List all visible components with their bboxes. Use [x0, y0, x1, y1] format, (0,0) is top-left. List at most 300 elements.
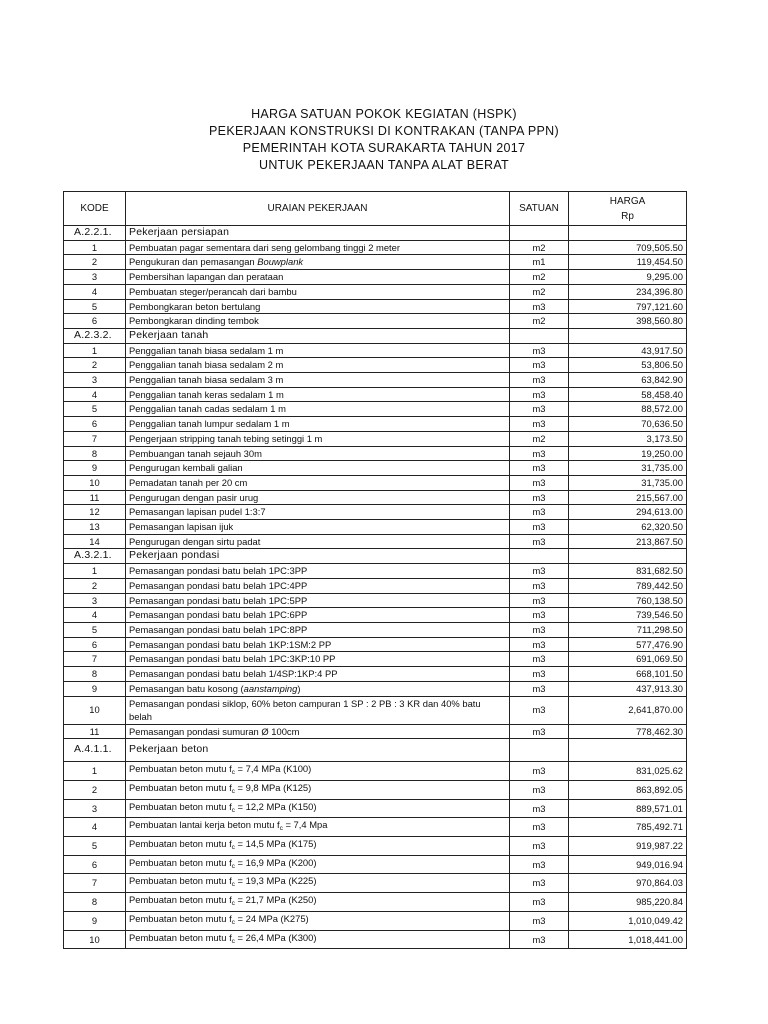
description-text: Pemasangan batu kosong (	[129, 682, 244, 694]
table-row	[64, 270, 687, 285]
description-suffix: = 16,9 MPa (K200)	[234, 856, 317, 868]
row-unit: m3	[510, 622, 569, 637]
table-row	[64, 799, 687, 818]
row-unit: m3	[510, 490, 569, 505]
description-text: Pembuatan pagar sementara dari seng gelombang tinggi 2 meter	[129, 241, 401, 253]
row-description	[126, 818, 510, 837]
table-row	[64, 637, 687, 652]
row-unit: m3	[510, 358, 569, 373]
row-number: 5	[64, 299, 126, 314]
table-row	[64, 930, 687, 949]
header-harga	[569, 192, 687, 226]
description-suffix: = 14,5 MPa (K175)	[234, 838, 317, 850]
row-description	[126, 431, 510, 446]
description-italic: Bouwplank	[257, 256, 304, 268]
table-row	[64, 314, 687, 329]
description-text: Pembuatan beton mutu f	[129, 875, 232, 887]
section-row	[64, 549, 687, 564]
section-satuan-empty	[510, 549, 569, 564]
section-row	[64, 739, 687, 762]
table-header-row	[64, 192, 687, 226]
row-description	[126, 255, 510, 270]
description-text: Pembuangan tanah sejauh 30m	[129, 447, 262, 459]
description-text: Pembuatan steger/perancah dari bambu	[129, 285, 297, 297]
description-subscript: c	[231, 937, 235, 945]
description-text: Penggalian tanah biasa sedalam 1 m	[129, 344, 284, 356]
row-description	[126, 314, 510, 329]
description-text: Pemasangan pondasi siklop, 60% beton campuran 1 SP : 2 PB : 3 KR dan 40% batu belah	[129, 698, 481, 722]
table-row	[64, 534, 687, 549]
row-price: 760,138.50	[569, 593, 687, 608]
row-price: 778,462.30	[569, 724, 687, 739]
description-text: Pembuatan beton mutu f	[129, 763, 232, 775]
description-suffix: = 26,4 MPa (K300)	[234, 931, 317, 943]
row-price: 294,613.00	[569, 505, 687, 520]
row-number: 1	[64, 343, 126, 358]
title-line-4: UNTUK PEKERJAAN TANPA ALAT BERAT	[259, 158, 509, 172]
row-number: 2	[64, 578, 126, 593]
description-text: Pemasangan pondasi batu belah 1PC:8PP	[129, 623, 308, 635]
row-description	[126, 343, 510, 358]
section-code: A.2.3.2.	[64, 328, 126, 343]
row-number: 5	[64, 837, 126, 856]
row-number: 6	[64, 637, 126, 652]
row-unit: m2	[510, 431, 569, 446]
row-number: 1	[64, 564, 126, 579]
row-unit: m3	[510, 505, 569, 520]
description-suffix: = 7,4 Mpa	[282, 819, 328, 831]
row-description	[126, 475, 510, 490]
row-price: 88,572.00	[569, 402, 687, 417]
row-unit: m3	[510, 855, 569, 874]
description-text: Pembuatan beton mutu f	[129, 838, 232, 850]
row-number: 3	[64, 373, 126, 388]
description-text: Penggalian tanah biasa sedalam 3 m	[129, 374, 284, 386]
row-description	[126, 520, 510, 535]
description-subscript: c	[231, 862, 235, 870]
section-row	[64, 226, 687, 241]
section-row	[64, 328, 687, 343]
description-subscript: c	[231, 769, 235, 777]
table-row	[64, 874, 687, 893]
table-row	[64, 893, 687, 912]
row-number: 10	[64, 696, 126, 724]
row-price: 709,505.50	[569, 240, 687, 255]
section-title: Pekerjaan persiapan	[126, 226, 510, 241]
description-text: Pembuatan beton mutu f	[129, 912, 232, 924]
row-price: 437,913.30	[569, 681, 687, 696]
section-code: A.3.2.1.	[64, 549, 126, 564]
table-row	[64, 837, 687, 856]
row-unit: m3	[510, 593, 569, 608]
description-text: Pengurugan kembali galian	[129, 462, 243, 474]
row-unit: m3	[510, 762, 569, 781]
row-unit: m3	[510, 652, 569, 667]
row-unit: m2	[510, 314, 569, 329]
row-unit: m3	[510, 417, 569, 432]
row-unit: m3	[510, 373, 569, 388]
row-description	[126, 874, 510, 893]
row-unit: m3	[510, 564, 569, 579]
section-harga-empty	[569, 328, 687, 343]
table-row	[64, 520, 687, 535]
table-row	[64, 855, 687, 874]
table-row	[64, 373, 687, 388]
row-price: 577,476.90	[569, 637, 687, 652]
table-row	[64, 622, 687, 637]
row-description	[126, 608, 510, 623]
row-unit: m3	[510, 343, 569, 358]
description-text: Pemasangan pondasi sumuran Ø 100cm	[129, 725, 300, 737]
row-number: 2	[64, 780, 126, 799]
row-unit: m3	[510, 534, 569, 549]
row-number: 1	[64, 240, 126, 255]
header-uraian: URAIAN PEKERJAAN	[126, 192, 510, 226]
row-description	[126, 652, 510, 667]
row-number: 7	[64, 652, 126, 667]
table-row	[64, 593, 687, 608]
row-number: 3	[64, 799, 126, 818]
description-text: Pemasangan pondasi batu belah 1PC:3PP	[129, 565, 308, 577]
row-price: 3,173.50	[569, 431, 687, 446]
row-unit: m3	[510, 780, 569, 799]
header-satuan: SATUAN	[510, 192, 569, 226]
description-text: Pengurugan dengan pasir urug	[129, 491, 259, 503]
table-row	[64, 490, 687, 505]
row-unit: m3	[510, 893, 569, 912]
table-row	[64, 578, 687, 593]
table-row	[64, 505, 687, 520]
row-price: 31,735.00	[569, 475, 687, 490]
description-suffix: = 12,2 MPa (K150)	[234, 800, 317, 812]
description-text: Penggalian tanah keras sedalam 1 m	[129, 388, 284, 400]
description-subscript: c	[231, 881, 235, 889]
description-subscript: c	[231, 918, 235, 926]
row-description	[126, 893, 510, 912]
row-unit: m3	[510, 608, 569, 623]
table-row	[64, 911, 687, 930]
row-number: 8	[64, 667, 126, 682]
description-text: Penggalian tanah biasa sedalam 2 m	[129, 359, 284, 371]
row-description	[126, 696, 510, 724]
description-italic: aanstamping	[243, 682, 298, 694]
table-row	[64, 417, 687, 432]
row-unit: m1	[510, 255, 569, 270]
row-number: 4	[64, 284, 126, 299]
table-row	[64, 402, 687, 417]
row-number: 3	[64, 270, 126, 285]
table-body	[64, 226, 687, 949]
row-unit: m2	[510, 240, 569, 255]
row-number: 3	[64, 593, 126, 608]
description-text: Pembersihan lapangan dan perataan	[129, 271, 284, 283]
row-description	[126, 780, 510, 799]
table-row	[64, 461, 687, 476]
section-harga-empty	[569, 226, 687, 241]
row-price: 831,682.50	[569, 564, 687, 579]
row-number: 2	[64, 255, 126, 270]
row-number: 5	[64, 622, 126, 637]
section-title: Pekerjaan pondasi	[126, 549, 510, 564]
table-row	[64, 762, 687, 781]
row-description	[126, 837, 510, 856]
table-row	[64, 343, 687, 358]
row-description	[126, 402, 510, 417]
description-text: Pembuatan beton mutu f	[129, 894, 232, 906]
row-unit: m3	[510, 930, 569, 949]
description-text: Pemasangan pondasi batu belah 1PC:4PP	[129, 579, 308, 591]
row-description	[126, 373, 510, 388]
description-text: Pembongkaran dinding tembok	[129, 315, 259, 327]
row-description	[126, 240, 510, 255]
description-text: Pembuatan beton mutu f	[129, 800, 232, 812]
row-unit: m3	[510, 387, 569, 402]
row-price: 19,250.00	[569, 446, 687, 461]
row-unit: m3	[510, 837, 569, 856]
table-row	[64, 681, 687, 696]
row-price: 668,101.50	[569, 667, 687, 682]
description-suffix: = 9,8 MPa (K125)	[234, 781, 312, 793]
row-description	[126, 622, 510, 637]
row-description	[126, 724, 510, 739]
description-text: Penggalian tanah cadas sedalam 1 m	[129, 403, 286, 415]
row-price: 213,867.50	[569, 534, 687, 549]
row-number: 12	[64, 505, 126, 520]
description-text: Pembongkaran beton bertulang	[129, 300, 261, 312]
row-price: 889,571.01	[569, 799, 687, 818]
row-price: 919,987.22	[569, 837, 687, 856]
description-text: Pemasangan pondasi batu belah 1KP:1SM:2 PP	[129, 638, 332, 650]
row-price: 2,641,870.00	[569, 696, 687, 724]
row-unit: m3	[510, 461, 569, 476]
row-price: 215,567.00	[569, 490, 687, 505]
title-line-1: HARGA SATUAN POKOK KEGIATAN (HSPK)	[251, 107, 517, 121]
table-row	[64, 387, 687, 402]
section-satuan-empty	[510, 226, 569, 241]
row-price: 234,396.80	[569, 284, 687, 299]
row-price: 691,069.50	[569, 652, 687, 667]
row-price: 1,010,049.42	[569, 911, 687, 930]
table-row	[64, 431, 687, 446]
row-price: 949,016.94	[569, 855, 687, 874]
description-text: Pemasangan lapisan pudel 1:3:7	[129, 506, 266, 518]
row-description	[126, 564, 510, 579]
table-row	[64, 446, 687, 461]
section-code: A.2.2.1.	[64, 226, 126, 241]
row-number: 6	[64, 417, 126, 432]
description-text: Pengurugan dengan sirtu padat	[129, 535, 261, 547]
row-unit: m3	[510, 818, 569, 837]
row-number: 7	[64, 874, 126, 893]
row-price: 985,220.84	[569, 893, 687, 912]
section-title: Pekerjaan tanah	[126, 328, 510, 343]
row-price: 970,864.03	[569, 874, 687, 893]
row-unit: m3	[510, 667, 569, 682]
row-price: 43,917.50	[569, 343, 687, 358]
row-number: 6	[64, 314, 126, 329]
row-price: 711,298.50	[569, 622, 687, 637]
row-number: 4	[64, 387, 126, 402]
row-unit: m3	[510, 299, 569, 314]
row-number: 8	[64, 893, 126, 912]
section-title: Pekerjaan beton	[126, 739, 510, 762]
row-description	[126, 358, 510, 373]
row-price: 398,560.80	[569, 314, 687, 329]
row-number: 10	[64, 475, 126, 490]
row-description	[126, 461, 510, 476]
row-description	[126, 387, 510, 402]
row-description	[126, 578, 510, 593]
row-description	[126, 284, 510, 299]
row-unit: m3	[510, 874, 569, 893]
row-description	[126, 930, 510, 949]
description-suffix: = 7,4 MPa (K100)	[234, 763, 312, 775]
row-unit: m3	[510, 799, 569, 818]
description-subscript: c	[231, 844, 235, 852]
row-unit: m3	[510, 475, 569, 490]
price-table	[63, 191, 687, 949]
row-price: 70,636.50	[569, 417, 687, 432]
section-satuan-empty	[510, 328, 569, 343]
section-code: A.4.1.1.	[64, 739, 126, 762]
row-description	[126, 799, 510, 818]
row-description	[126, 593, 510, 608]
header-kode: KODE	[64, 192, 126, 226]
row-price: 863,892.05	[569, 780, 687, 799]
row-number: 4	[64, 608, 126, 623]
row-number: 4	[64, 818, 126, 837]
row-price: 831,025.62	[569, 762, 687, 781]
row-number: 14	[64, 534, 126, 549]
row-unit: m3	[510, 520, 569, 535]
row-price: 53,806.50	[569, 358, 687, 373]
row-description	[126, 762, 510, 781]
row-price: 789,442.50	[569, 578, 687, 593]
table-row	[64, 608, 687, 623]
description-subscript: c	[231, 900, 235, 908]
row-description	[126, 855, 510, 874]
title-line-3: PEMERINTAH KOTA SURAKARTA TAHUN 2017	[242, 141, 526, 155]
description-subscript: c	[231, 806, 235, 814]
row-unit: m3	[510, 446, 569, 461]
section-harga-empty	[569, 739, 687, 762]
row-number: 11	[64, 724, 126, 739]
row-description	[126, 637, 510, 652]
description-text: Pengukuran dan pemasangan	[129, 256, 258, 268]
row-price: 1,018,441.00	[569, 930, 687, 949]
row-unit: m3	[510, 681, 569, 696]
row-price: 785,492.71	[569, 818, 687, 837]
description-text: Pemasangan pondasi batu belah 1PC:3KP:10 PP	[129, 653, 336, 665]
row-number: 9	[64, 681, 126, 696]
table-row	[64, 724, 687, 739]
row-number: 9	[64, 911, 126, 930]
row-description	[126, 446, 510, 461]
title-line-2: PEKERJAAN KONSTRUKSI DI KONTRAKAN (TANPA PPN)	[209, 124, 559, 138]
row-price: 119,454.50	[569, 255, 687, 270]
document-title	[0, 106, 768, 174]
row-description	[126, 505, 510, 520]
row-price: 63,842.90	[569, 373, 687, 388]
header-harga-unit: Rp	[621, 210, 634, 222]
row-unit: m2	[510, 270, 569, 285]
table-row	[64, 652, 687, 667]
row-number: 7	[64, 431, 126, 446]
description-text: Pengerjaan stripping tanah tebing setinggi 1 m	[129, 432, 323, 444]
row-price: 9,295.00	[569, 270, 687, 285]
table-row	[64, 564, 687, 579]
description-suffix: )	[297, 682, 301, 694]
description-text: Pemadatan tanah per 20 cm	[129, 476, 248, 488]
section-harga-empty	[569, 549, 687, 564]
row-unit: m3	[510, 578, 569, 593]
row-number: 2	[64, 358, 126, 373]
description-text: Pemasangan pondasi batu belah 1/4SP:1KP:4 PP	[129, 668, 338, 680]
row-price: 31,735.00	[569, 461, 687, 476]
row-unit: m3	[510, 724, 569, 739]
row-unit: m2	[510, 284, 569, 299]
row-description	[126, 911, 510, 930]
row-price: 58,458.40	[569, 387, 687, 402]
table-row	[64, 284, 687, 299]
description-suffix: = 19,3 MPa (K225)	[234, 875, 317, 887]
row-description	[126, 490, 510, 505]
row-number: 13	[64, 520, 126, 535]
row-description	[126, 534, 510, 549]
row-unit: m3	[510, 402, 569, 417]
description-text: Pembuatan beton mutu f	[129, 781, 232, 793]
table-row	[64, 818, 687, 837]
row-unit: m3	[510, 696, 569, 724]
description-suffix: = 21,7 MPa (K250)	[234, 894, 317, 906]
row-number: 10	[64, 930, 126, 949]
row-number: 8	[64, 446, 126, 461]
section-satuan-empty	[510, 739, 569, 762]
row-price: 62,320.50	[569, 520, 687, 535]
row-number: 9	[64, 461, 126, 476]
description-subscript: c	[279, 825, 283, 833]
table-row	[64, 358, 687, 373]
description-text: Pemasangan pondasi batu belah 1PC:5PP	[129, 594, 308, 606]
row-unit: m3	[510, 637, 569, 652]
description-text: Pembuatan beton mutu f	[129, 856, 232, 868]
description-text: Pembuatan beton mutu f	[129, 931, 232, 943]
row-price: 739,546.50	[569, 608, 687, 623]
row-number: 11	[64, 490, 126, 505]
table-row	[64, 696, 687, 724]
table-row	[64, 240, 687, 255]
row-description	[126, 299, 510, 314]
table-row	[64, 255, 687, 270]
table-row	[64, 667, 687, 682]
row-price: 797,121.60	[569, 299, 687, 314]
description-text: Penggalian tanah lumpur sedalam 1 m	[129, 418, 290, 430]
table-row	[64, 299, 687, 314]
row-unit: m3	[510, 911, 569, 930]
row-number: 5	[64, 402, 126, 417]
description-text: Pemasangan pondasi batu belah 1PC:6PP	[129, 609, 308, 621]
table-row	[64, 475, 687, 490]
description-text: Pemasangan lapisan ijuk	[129, 521, 234, 533]
header-harga-label: HARGA	[609, 195, 646, 207]
description-suffix: = 24 MPa (K275)	[234, 912, 309, 924]
row-description	[126, 681, 510, 696]
row-description	[126, 270, 510, 285]
description-text: Pembuatan lantai kerja beton mutu f	[129, 819, 280, 831]
description-subscript: c	[231, 787, 235, 795]
row-description	[126, 667, 510, 682]
table-row	[64, 780, 687, 799]
